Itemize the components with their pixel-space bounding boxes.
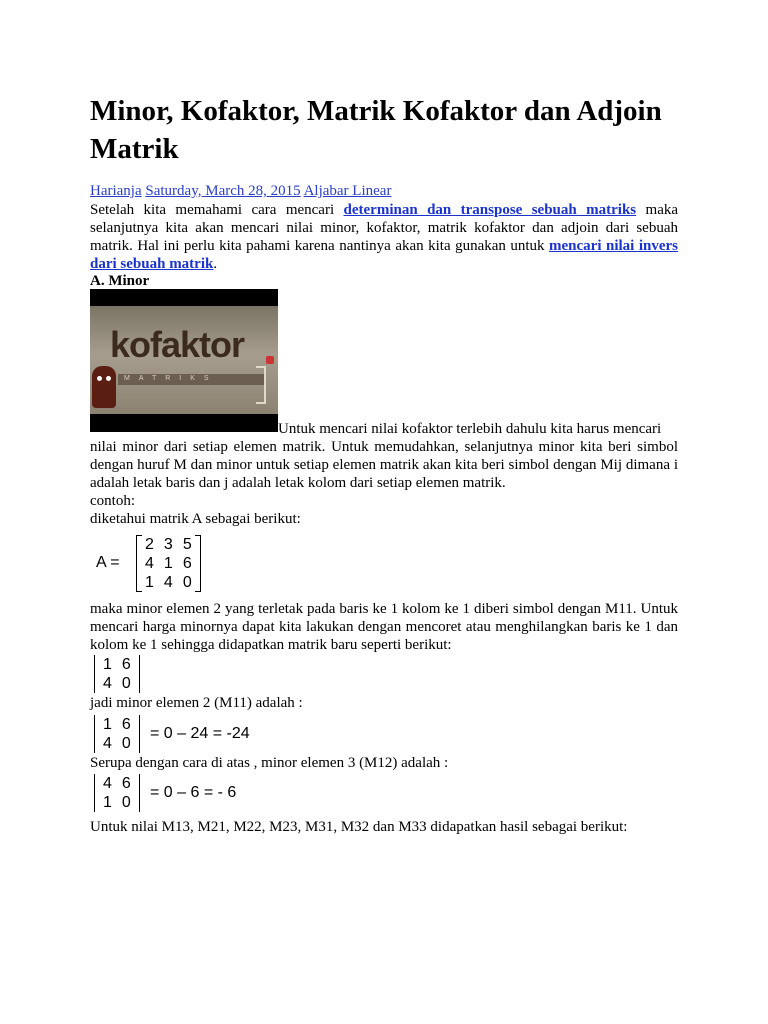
para2-first-line: Untuk mencari nilai kofaktor terlebih dahulu kita harus mencari [278,421,662,437]
d1-21: 4 [103,675,112,692]
a11: 2 [145,536,154,553]
page-title: Minor, Kofaktor, Matrik Kofaktor dan Adjoin Matrik [90,95,662,165]
thumbnail-word: kofaktor [110,324,245,365]
mascot-figure [92,366,116,408]
d3-22: 0 [121,794,131,811]
determinant-2 [94,715,140,758]
para2-rest: nilai minor dari setiap elemen matrik. Untuk memudahkan, selanjutnya minor kita beri simbol dengan huruf M dan minor untuk setiap elemen matrik akan kita beri simbol dengan Mij dimana i adalah letak baris dan j adalah letak kolom dari setiap elemen matrik. [90,439,678,491]
a21: 4 [145,555,154,572]
intro-text-3: . [213,256,218,272]
thumbnail-mark [266,356,274,364]
thumbnail-strip [118,374,266,385]
matrix-a-label: A = [96,554,120,571]
invers-link[interactable]: mencari nilai invers dari sebuah matrik [90,238,678,272]
d3-21: 1 [103,794,112,811]
det3-result: = 0 – 6 = - 6 [150,784,237,801]
d1-12: 6 [121,656,131,673]
a23: 6 [182,555,192,572]
kofaktor-thumbnail [90,289,278,432]
para3: maka minor elemen 2 yang terletak pada baris ke 1 kolom ke 1 diberi simbol dengan M11. Untuk mencari harga minornya dapat kita lakukan dengan mencoret atau menghilangkan baris ke 1 dan kolom ke 1 sehingga didapatkan matrik baru seperti berikut: [90,601,678,653]
intro-paragraph [90,201,678,273]
a12: 3 [163,536,173,553]
d1-11: 1 [103,656,112,673]
d2-11: 1 [103,716,112,733]
d2-22: 0 [121,735,131,752]
d2-12: 6 [121,716,131,733]
thumbnail-bracket [256,366,266,404]
a32: 4 [163,574,173,591]
matrix-a-body [136,535,201,592]
date-link[interactable]: Saturday, March 28, 2015 [145,183,301,199]
a31: 1 [145,574,154,591]
determinant-1 [94,655,140,693]
serupa-text: Serupa dengan cara di atas , minor elemen 3 (M12) adalah : [90,755,449,771]
det2-body [94,715,140,753]
d2-21: 4 [103,735,112,752]
contoh-label: contoh: [90,493,135,509]
category-link[interactable]: Aljabar Linear [303,183,392,199]
a33: 0 [182,574,192,591]
jadi-text: jadi minor elemen 2 (M11) adalah : [90,695,303,711]
d3-11: 4 [103,775,112,792]
diketahui-text: diketahui matrik A sebagai berikut: [90,511,301,527]
d3-12: 6 [121,775,131,792]
det1-body [94,655,140,693]
det3-body [94,774,140,812]
a22: 1 [163,555,173,572]
intro-text-1: Setelah kita memahami cara mencari [90,202,344,218]
det2-result: = 0 – 24 = -24 [150,725,250,742]
author-link[interactable]: Harianja [90,183,142,199]
post-meta [90,183,391,200]
intro-text-2: maka selanjutnya kita akan mencari nilai minor, kofaktor, matrik kofaktor dan adjoin dari sebuah matrik. Hal ini perlu kita pahami karena nantinya akan kita gunakan untuk [90,202,679,254]
closing-text: Untuk nilai M13, M21, M22, M23, M31, M32 dan M33 didapatkan hasil sebagai berikut: [90,819,628,835]
determinant-3 [94,774,140,817]
section-heading-minor: A. Minor [90,273,150,289]
determinan-link[interactable]: determinan dan transpose sebuah matriks [343,202,637,218]
a13: 5 [182,536,192,553]
d1-22: 0 [121,675,131,692]
thumbnail-strip-text: MATRIKS [124,375,218,382]
